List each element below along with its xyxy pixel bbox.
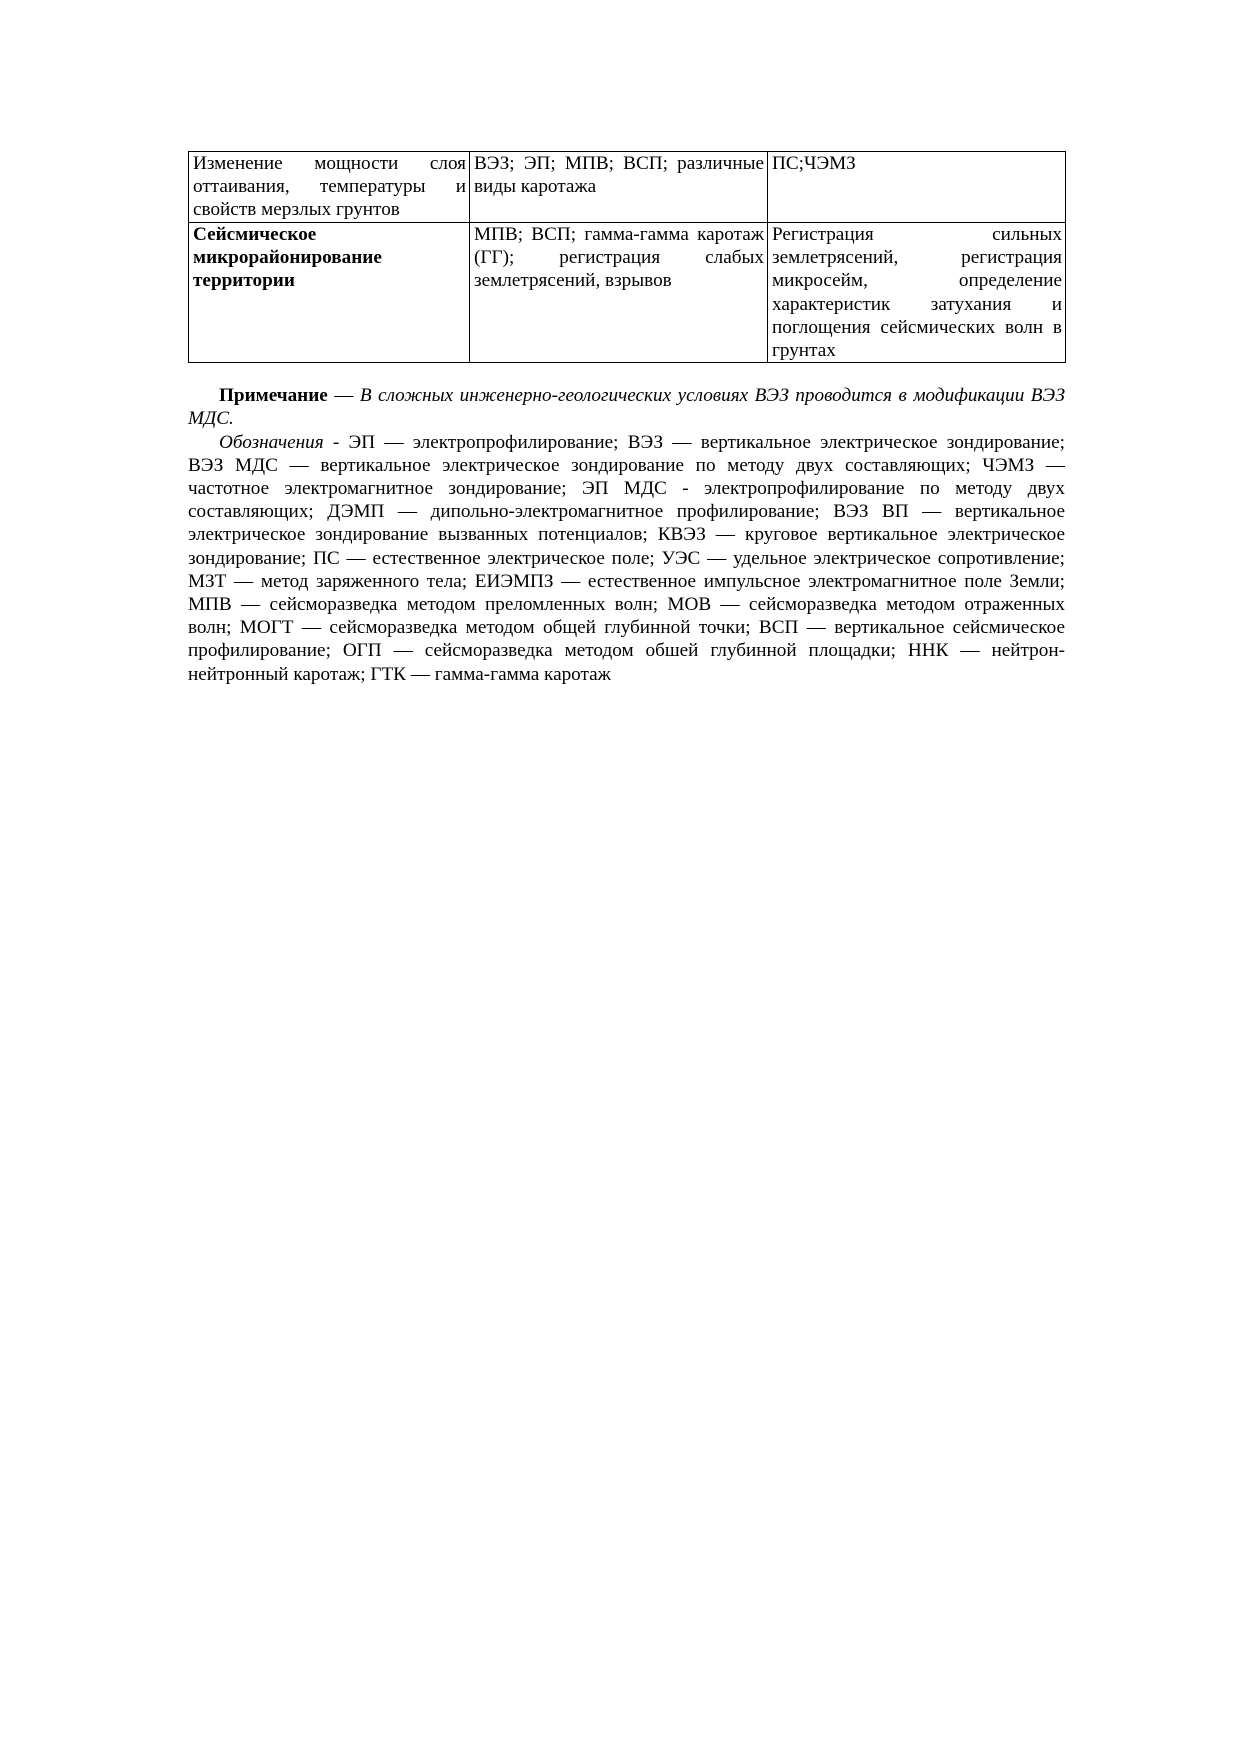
legend-text: - ЭП — электропрофилирование; ВЭЗ — вертикальное электрическое зондирование; ВЭЗ МДС — вертикальное электрическое зондирование по методу двух составляющих; ЧЭМЗ — частотное электромагнитное зондирование; ЭП МДС - электропрофилирование по методу двух составляющих; ДЭМП — дипольно-электромагнитное профилирование; ВЭЗ ВП — вертикальное электрическое зондирование вызванных потенциалов; КВЭЗ — круговое вертикальное электрическое зондирование; ПС — естественное электрическое поле; УЭС — удельное электрическое сопротивление; МЗТ — метод заряженного тела; ЕИЭМПЗ — естественное импульсное электромагнитное поле Земли; МПВ — сейсморазведка методом преломленных волн; МОВ — сейсморазведка методом отраженных волн; МОГТ — сейсморазведка методом общей глубинной точки; ВСП — вертикальное сейсмическое профилирование; ОГП — сейсморазведка методом обшей глубинной площадки; ННК — нейтрон-нейтронный каротаж; ГТК — гамма-гамма каротаж	[188, 431, 1065, 685]
table-cell-main-methods: МПВ; ВСП; гамма-гамма каротаж (ГГ); регистрация слабых землетрясений, взрывов	[470, 223, 768, 363]
table-cell-additional-methods: Регистрация сильных землетрясений, регистрация микросейм, определение характеристик затухания и поглощения сейсмических волн в грунтах	[768, 223, 1066, 363]
document-page	[188, 151, 1065, 686]
legend-label: Обозначения	[219, 431, 324, 453]
methods-table	[188, 151, 1066, 363]
note-text: В сложных инженерно-геологических условиях ВЭЗ проводится в модификации ВЭЗ МДС.	[188, 385, 1065, 430]
table-cell-main-methods: ВЭЗ; ЭП; МПВ; ВСП; различные виды каротажа	[470, 152, 768, 223]
table-cell-task: Изменение мощности слоя оттаивания, температуры и свойств мерзлых грунтов	[189, 152, 470, 223]
table-row	[189, 152, 1066, 223]
notes-section	[188, 384, 1065, 686]
note-label: Примечание	[219, 385, 328, 407]
legend-paragraph	[188, 431, 1065, 686]
note-dash: —	[327, 385, 360, 407]
table-row	[189, 223, 1066, 363]
table-cell-task: Сейсмическое микрорайонирование территории	[189, 223, 470, 363]
note-paragraph	[188, 384, 1065, 430]
table-cell-additional-methods: ПС;ЧЭМЗ	[768, 152, 1066, 223]
